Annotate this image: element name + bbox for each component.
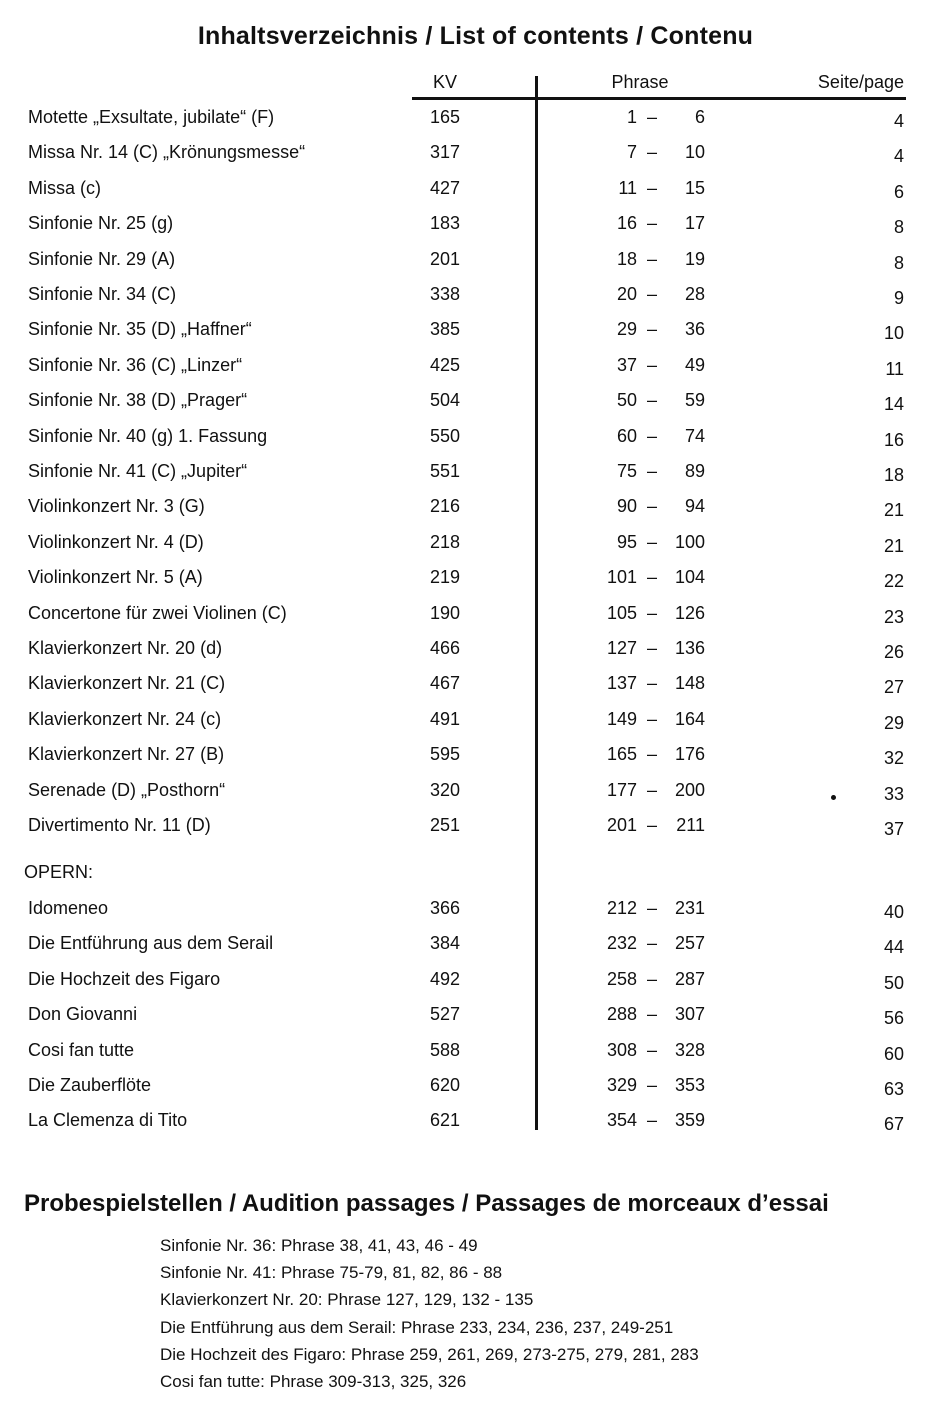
page-number: 21 xyxy=(883,500,904,521)
kv-number: 338 xyxy=(429,284,460,304)
phrase-to: 257 xyxy=(674,933,705,954)
table-row xyxy=(0,314,951,344)
page-number: 6 xyxy=(893,181,904,202)
kv-number: 190 xyxy=(429,602,460,623)
page-number: 4 xyxy=(893,146,904,167)
page-number: 33 xyxy=(883,783,904,804)
phrase-to: 15 xyxy=(684,177,705,198)
page-number: 14 xyxy=(883,394,904,415)
phrase-dash: – xyxy=(646,1075,657,1095)
kv-number: 595 xyxy=(429,744,460,765)
page-number: 26 xyxy=(883,642,904,662)
table-row xyxy=(0,893,951,923)
phrase-from: 1 xyxy=(626,107,637,127)
kv-number: 492 xyxy=(429,968,460,989)
table-row xyxy=(0,456,951,486)
kv-number: 219 xyxy=(429,567,460,588)
work-title: Divertimento Nr. 11 (D) xyxy=(28,815,211,835)
page-number: 50 xyxy=(883,972,904,993)
page-number: 60 xyxy=(883,1043,904,1064)
column-header-page: Seite/page xyxy=(817,72,904,92)
work-title: Violinkonzert Nr. 4 (D) xyxy=(28,531,204,552)
phrase-to: 200 xyxy=(674,779,705,800)
work-title: La Clemenza di Tito xyxy=(28,1110,188,1131)
audition-line: Die Entführung aus dem Serail: Phrase 233, 234, 236, 237, 249-251 xyxy=(160,1317,674,1337)
work-title: Sinfonie Nr. 35 (D) „Haffner“ xyxy=(28,319,252,340)
table-row xyxy=(0,137,951,167)
phrase-to: 231 xyxy=(674,898,705,918)
phrase-from: 201 xyxy=(606,815,637,835)
work-title: Don Giovanni xyxy=(28,1004,138,1025)
phrase-dash: – xyxy=(646,638,657,658)
phrase-dash: – xyxy=(646,496,657,517)
phrase-to: 74 xyxy=(684,425,705,446)
work-title: Klavierkonzert Nr. 21 (C) xyxy=(28,673,226,694)
kv-number: 251 xyxy=(429,815,460,835)
phrase-from: 149 xyxy=(606,708,637,729)
work-title: Sinfonie Nr. 41 (C) „Jupiter“ xyxy=(28,461,248,481)
work-title: Die Hochzeit des Figaro xyxy=(28,968,221,989)
phrase-dash: – xyxy=(646,354,657,375)
kv-number: 427 xyxy=(429,177,460,198)
phrase-to: 148 xyxy=(674,673,705,694)
table-row xyxy=(0,598,951,628)
phrase-to: 36 xyxy=(684,319,705,340)
phrase-dash: – xyxy=(646,708,657,729)
phrase-from: 37 xyxy=(616,354,637,375)
phrase-dash: – xyxy=(646,142,657,163)
table-row xyxy=(0,102,951,132)
page-number: 37 xyxy=(883,819,904,839)
page-number: 21 xyxy=(883,535,904,556)
work-title: Die Zauberflöte xyxy=(28,1075,152,1095)
phrase-to: 307 xyxy=(674,1004,705,1025)
phrase-dash: – xyxy=(646,461,657,481)
kv-number: 218 xyxy=(429,531,460,552)
phrase-dash: – xyxy=(646,673,657,694)
work-title: Sinfonie Nr. 40 (g) 1. Fassung xyxy=(28,425,268,446)
phrase-to: 94 xyxy=(684,496,705,517)
audition-line: Klavierkonzert Nr. 20: Phrase 127, 129, 132 - 135 xyxy=(160,1290,534,1310)
phrase-dash: – xyxy=(646,319,657,340)
phrase-to: 104 xyxy=(674,567,705,588)
kv-number: 620 xyxy=(429,1075,460,1095)
phrase-dash: – xyxy=(646,898,657,918)
phrase-from: 232 xyxy=(606,933,637,954)
kv-number: 504 xyxy=(429,390,460,411)
work-title: Sinfonie Nr. 29 (A) xyxy=(28,248,176,269)
kv-number: 527 xyxy=(429,1004,460,1025)
phrase-from: 101 xyxy=(606,567,637,588)
work-title: Violinkonzert Nr. 5 (A) xyxy=(28,567,203,588)
audition-line: Cosi fan tutte: Phrase 309-313, 325, 326 xyxy=(160,1372,467,1391)
work-title: Missa Nr. 14 (C) „Krönungsmesse“ xyxy=(28,142,306,163)
table-row xyxy=(0,527,951,557)
page-number: 44 xyxy=(883,937,904,958)
phrase-dash: – xyxy=(646,284,657,304)
phrase-from: 354 xyxy=(606,1110,637,1131)
phrase-dash: – xyxy=(646,531,657,552)
phrase-dash: – xyxy=(646,248,657,269)
table-row xyxy=(0,1105,951,1135)
phrase-to: 6 xyxy=(694,107,705,127)
audition-line: Sinfonie Nr. 41: Phrase 75-79, 81, 82, 86 - 88 xyxy=(160,1263,503,1283)
phrase-from: 60 xyxy=(616,425,637,446)
header-rule xyxy=(412,97,906,100)
work-title: Violinkonzert Nr. 3 (G) xyxy=(28,496,205,517)
audition-title: Probespielstellen / Audition passages / Passages de morceaux d’essai xyxy=(24,1190,829,1217)
phrase-from: 18 xyxy=(616,248,637,269)
table-row xyxy=(0,739,951,769)
phrase-dash: – xyxy=(646,213,657,234)
phrase-dash: – xyxy=(646,933,657,954)
phrase-from: 16 xyxy=(616,213,637,234)
phrase-to: 136 xyxy=(674,638,705,658)
phrase-dash: – xyxy=(646,1004,657,1025)
table-row xyxy=(0,704,951,734)
table-row xyxy=(0,810,951,840)
page-number: 10 xyxy=(883,323,904,344)
kv-number: 384 xyxy=(429,933,460,954)
work-title: Sinfonie Nr. 36 (C) „Linzer“ xyxy=(28,354,243,375)
phrase-from: 7 xyxy=(626,142,637,163)
work-title: Klavierkonzert Nr. 20 (d) xyxy=(28,638,223,658)
page-title: Inhaltsverzeichnis / List of contents / Contenu xyxy=(197,22,754,50)
page-number: 67 xyxy=(883,1114,904,1135)
page-number: 4 xyxy=(893,111,904,131)
phrase-from: 212 xyxy=(606,898,637,918)
work-title: Sinfonie Nr. 38 (D) „Prager“ xyxy=(28,390,248,411)
table-row xyxy=(0,421,951,451)
work-title: Klavierkonzert Nr. 27 (B) xyxy=(28,744,225,765)
work-title: Idomeneo xyxy=(28,898,109,918)
phrase-from: 288 xyxy=(606,1004,637,1025)
work-title: Klavierkonzert Nr. 24 (c) xyxy=(28,708,222,729)
page-number: 8 xyxy=(893,217,904,238)
table-row xyxy=(0,964,951,994)
work-title: Motette „Exsultate, jubilate“ (F) xyxy=(28,107,275,127)
phrase-from: 50 xyxy=(616,390,637,411)
phrase-from: 308 xyxy=(606,1039,637,1060)
phrase-from: 90 xyxy=(616,496,637,517)
page-number: 18 xyxy=(883,465,904,485)
work-title: Cosi fan tutte xyxy=(28,1039,135,1060)
phrase-dash: – xyxy=(646,107,657,127)
work-title: Die Entführung aus dem Serail xyxy=(28,933,274,954)
kv-number: 467 xyxy=(429,673,460,694)
table-row xyxy=(0,928,951,958)
phrase-to: 176 xyxy=(674,744,705,765)
page-number: 40 xyxy=(883,902,904,922)
column-header-kv: KV xyxy=(432,72,457,92)
phrase-to: 28 xyxy=(684,284,705,304)
kv-number: 425 xyxy=(429,354,460,375)
page-number: 29 xyxy=(883,712,904,733)
page-number: 23 xyxy=(883,606,904,627)
page-number: 9 xyxy=(893,288,904,308)
phrase-to: 211 xyxy=(676,815,705,835)
table-row xyxy=(0,668,951,698)
phrase-dash: – xyxy=(646,1039,657,1060)
phrase-from: 329 xyxy=(606,1075,637,1095)
phrase-from: 137 xyxy=(606,673,637,694)
work-title: Serenade (D) „Posthorn“ xyxy=(28,779,226,800)
phrase-from: 29 xyxy=(616,319,637,340)
kv-number: 201 xyxy=(429,248,460,269)
phrase-from: 75 xyxy=(616,461,637,481)
page-number: 63 xyxy=(883,1079,904,1099)
phrase-to: 287 xyxy=(674,968,705,989)
phrase-to: 328 xyxy=(674,1039,705,1060)
kv-number: 320 xyxy=(429,779,460,800)
phrase-dash: – xyxy=(646,968,657,989)
work-title: Concertone für zwei Violinen (C) xyxy=(28,602,287,623)
table-row xyxy=(0,350,951,380)
kv-number: 550 xyxy=(429,425,460,446)
phrase-to: 19 xyxy=(684,248,705,269)
opern-heading: OPERN: xyxy=(24,862,94,882)
phrase-from: 258 xyxy=(606,968,637,989)
kv-number: 165 xyxy=(429,107,460,127)
print-speck xyxy=(831,795,836,800)
column-header-phrase: Phrase xyxy=(611,72,669,92)
phrase-from: 127 xyxy=(606,638,637,658)
phrase-from: 20 xyxy=(616,284,637,304)
phrase-to: 59 xyxy=(684,390,705,411)
phrase-to: 89 xyxy=(684,461,705,481)
phrase-to: 17 xyxy=(684,213,705,234)
table-row xyxy=(0,1070,951,1100)
phrase-to: 100 xyxy=(674,531,705,552)
phrase-dash: – xyxy=(646,815,657,835)
phrase-dash: – xyxy=(646,779,657,800)
phrase-to: 49 xyxy=(684,354,705,375)
page-number: 32 xyxy=(883,748,904,769)
kv-number: 183 xyxy=(429,213,460,234)
phrase-to: 164 xyxy=(674,708,705,729)
table-row xyxy=(0,562,951,592)
phrase-from: 165 xyxy=(606,744,637,765)
kv-number: 317 xyxy=(429,142,460,163)
phrase-dash: – xyxy=(646,602,657,623)
table-row xyxy=(0,173,951,203)
page-number: 11 xyxy=(885,358,904,379)
audition-line: Die Hochzeit des Figaro: Phrase 259, 261, 269, 273-275, 279, 281, 283 xyxy=(160,1344,699,1364)
kv-number: 366 xyxy=(429,898,460,918)
phrase-dash: – xyxy=(646,390,657,411)
work-title: Sinfonie Nr. 34 (C) xyxy=(28,284,177,304)
table-row xyxy=(0,633,951,663)
kv-number: 491 xyxy=(429,708,460,729)
page-number: 8 xyxy=(893,252,904,273)
page-number: 56 xyxy=(883,1008,904,1029)
phrase-to: 126 xyxy=(674,602,705,623)
table-row xyxy=(0,491,951,521)
phrase-dash: – xyxy=(646,177,657,198)
phrase-dash: – xyxy=(646,425,657,446)
phrase-from: 95 xyxy=(616,531,637,552)
table-row xyxy=(0,1035,951,1065)
work-title: Missa (c) xyxy=(28,177,101,198)
work-title: Sinfonie Nr. 25 (g) xyxy=(28,213,174,234)
table-row xyxy=(0,279,951,309)
phrase-dash: – xyxy=(646,1110,657,1131)
kv-number: 621 xyxy=(429,1110,460,1131)
phrase-dash: – xyxy=(646,744,657,765)
kv-number: 466 xyxy=(429,638,460,658)
phrase-dash: – xyxy=(646,567,657,588)
kv-number: 588 xyxy=(429,1039,460,1060)
table-row xyxy=(0,244,951,274)
kv-number: 551 xyxy=(429,461,460,481)
phrase-from: 105 xyxy=(606,602,637,623)
kv-number: 216 xyxy=(429,496,460,517)
page-number: 22 xyxy=(883,571,904,592)
table-row xyxy=(0,208,951,238)
audition-line: Sinfonie Nr. 36: Phrase 38, 41, 43, 46 - 49 xyxy=(160,1236,478,1255)
table-row xyxy=(0,775,951,805)
table-row xyxy=(0,999,951,1029)
phrase-to: 353 xyxy=(674,1075,705,1095)
phrase-from: 177 xyxy=(606,779,637,800)
kv-number: 385 xyxy=(429,319,460,340)
page-number: 16 xyxy=(883,429,904,450)
phrase-to: 359 xyxy=(674,1110,705,1131)
page-number: 27 xyxy=(883,677,904,698)
phrase-to: 10 xyxy=(684,142,705,163)
phrase-from: 11 xyxy=(618,177,637,198)
table-row xyxy=(0,385,951,415)
